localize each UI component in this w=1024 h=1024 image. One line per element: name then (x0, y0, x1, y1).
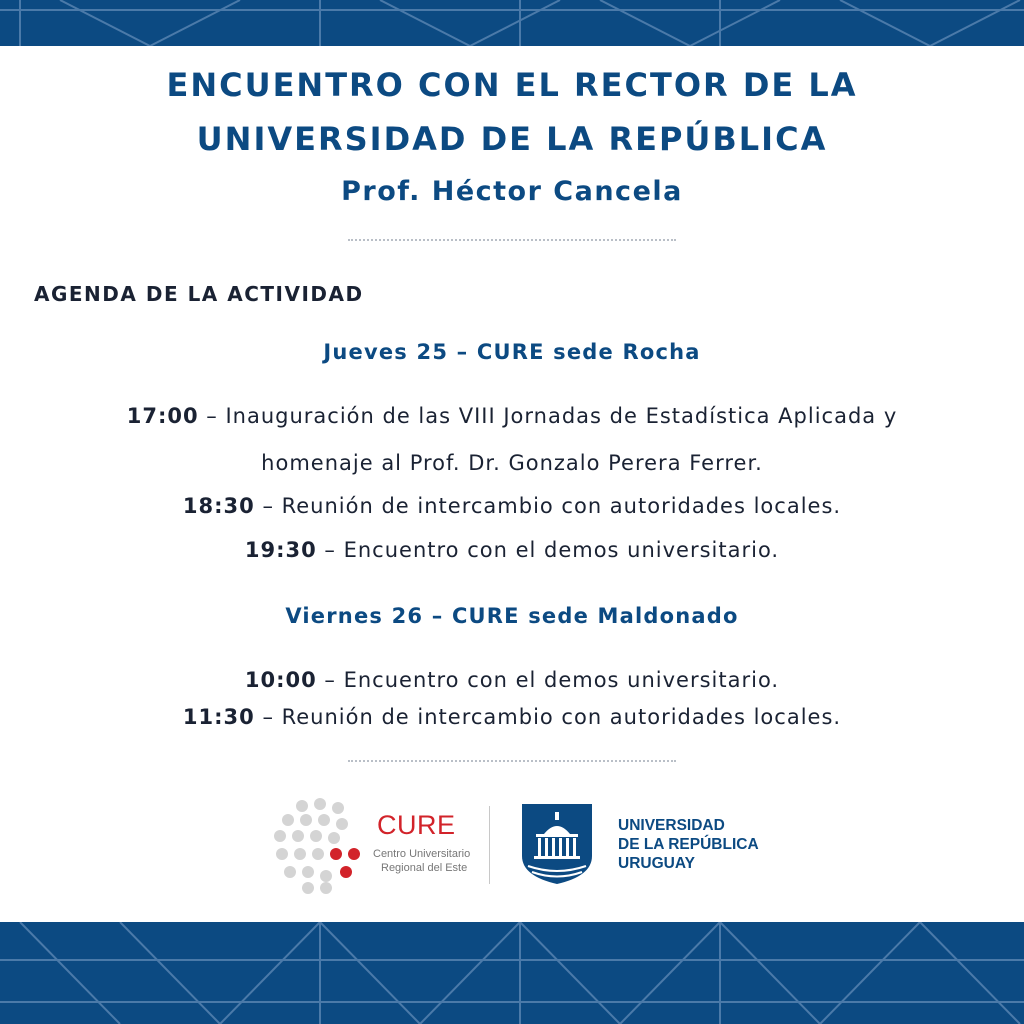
udelar-shield-icon (522, 804, 592, 884)
logos-row (270, 796, 770, 896)
agenda-time: 10:00 (244, 668, 317, 692)
agenda-text: – Reunión de intercambio con autoridades locales. (254, 705, 842, 729)
agenda-time: 11:30 (182, 705, 255, 729)
agenda-item (0, 494, 1024, 518)
event-title-line-1: ENCUENTRO CON EL RECTOR DE LA (166, 66, 858, 104)
agenda-text: – Encuentro con el demos universitario. (316, 668, 780, 692)
udelar-logo-line-2: DE LA REPÚBLICA (618, 836, 759, 853)
agenda-time: 19:30 (244, 538, 317, 562)
agenda-item (0, 404, 1024, 428)
agenda-text: – Inauguración de las VIII Jornadas de Estadística Aplicada y (198, 404, 898, 428)
dotted-divider-top (348, 239, 676, 241)
bottom-pattern-band (0, 922, 1024, 1024)
udelar-logo-text (618, 816, 759, 873)
agenda-heading: AGENDA DE LA ACTIVIDAD (34, 282, 364, 306)
dotted-divider-bottom (348, 760, 676, 762)
agenda-item (0, 668, 1024, 692)
agenda-time: 17:00 (126, 404, 199, 428)
geometric-pattern-top (0, 0, 1024, 46)
agenda-text: – Reunión de intercambio con autoridades locales. (254, 494, 842, 518)
cure-logo-name: CURE (377, 810, 456, 840)
day-heading-friday: Viernes 26 – CURE sede Maldonado (285, 604, 739, 628)
cure-logo-subtitle-1: Centro Universitario (373, 848, 471, 860)
event-title-line-2: UNIVERSIDAD DE LA REPÚBLICA (196, 120, 828, 158)
agenda-text: – Encuentro con el demos universitario. (316, 538, 780, 562)
geometric-pattern-bottom (0, 922, 1024, 1024)
cure-logo-subtitle-2: Regional del Este (381, 862, 468, 874)
event-subtitle: Prof. Héctor Cancela (341, 176, 683, 207)
agenda-item-continuation: homenaje al Prof. Dr. Gonzalo Perera Ferrer. (261, 451, 763, 475)
udelar-logo-line-1: UNIVERSIDAD (618, 817, 725, 834)
udelar-logo-line-3: URUGUAY (618, 855, 695, 872)
agenda-item (0, 538, 1024, 562)
cure-dots-logo-icon (270, 796, 370, 896)
agenda-time: 18:30 (182, 494, 255, 518)
top-pattern-band (0, 0, 1024, 46)
agenda-item (0, 705, 1024, 729)
logo-divider (489, 806, 490, 884)
day-heading-thursday: Jueves 25 – CURE sede Rocha (323, 340, 701, 364)
